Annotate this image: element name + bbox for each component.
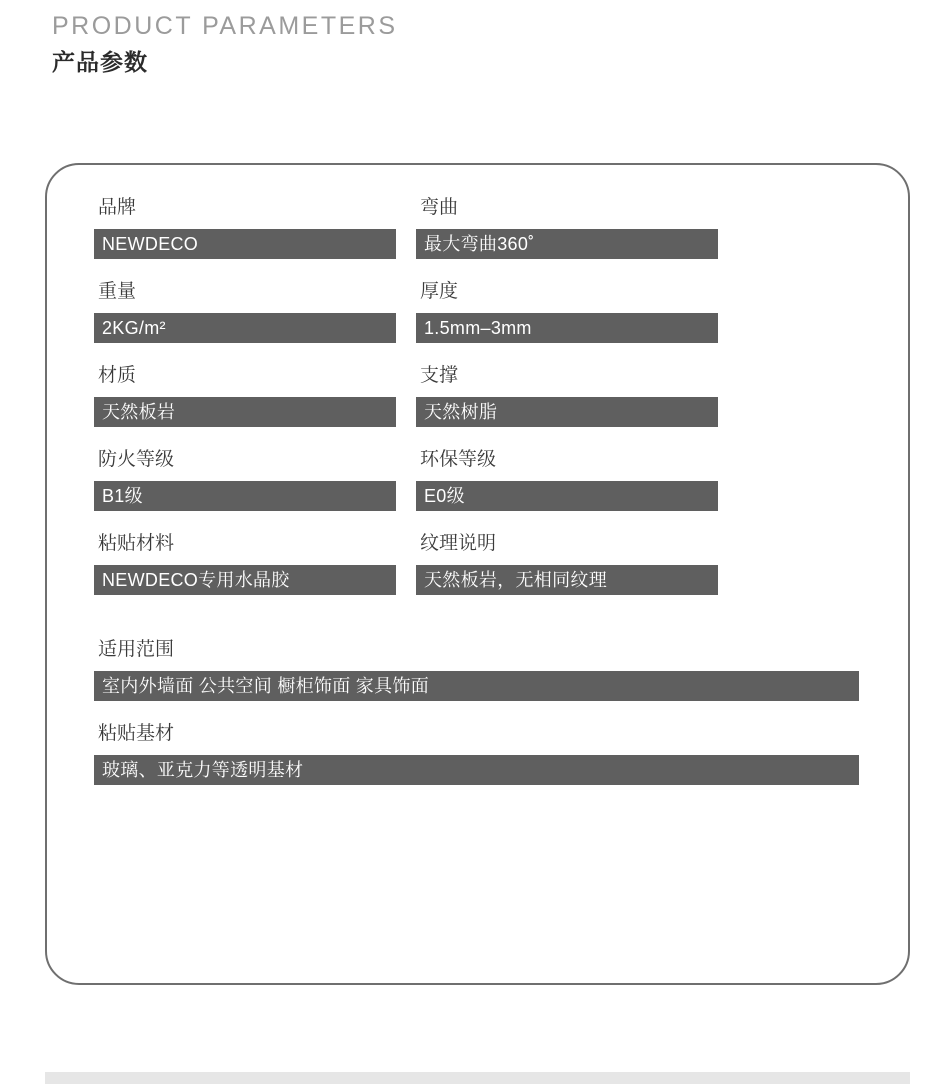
parameter-cell xyxy=(94,427,396,511)
page-title-en: PRODUCT PARAMETERS xyxy=(52,12,398,40)
parameter-value: NEWDECO xyxy=(94,229,396,259)
parameter-value: 天然板岩，无相同纹理 xyxy=(416,565,718,595)
parameter-row-wide xyxy=(94,701,859,785)
parameter-cell xyxy=(416,193,718,259)
parameter-cell xyxy=(416,343,718,427)
parameter-value: B1级 xyxy=(94,481,396,511)
parameter-row xyxy=(94,343,859,427)
parameter-row xyxy=(94,193,859,259)
parameter-value: 1.5mm–3mm xyxy=(416,313,718,343)
parameter-label: 防火等级 xyxy=(98,449,175,470)
parameter-cell xyxy=(94,343,396,427)
parameter-value: 最大弯曲360˚ xyxy=(416,229,718,259)
parameter-label: 品牌 xyxy=(98,197,137,218)
parameters-grid xyxy=(94,193,859,785)
parameter-label: 支撑 xyxy=(420,365,459,386)
parameter-cell xyxy=(94,193,396,259)
section-spacer xyxy=(94,595,859,617)
parameter-value: 室内外墙面 公共空间 橱柜饰面 家具饰面 xyxy=(94,671,859,701)
parameter-label: 材质 xyxy=(98,365,137,386)
parameter-cell xyxy=(94,617,859,701)
parameters-card xyxy=(45,163,910,985)
parameter-value: 玻璃、亚克力等透明基材 xyxy=(94,755,859,785)
parameter-value: 2KG/m² xyxy=(94,313,396,343)
parameter-value: E0级 xyxy=(416,481,718,511)
parameter-value: 天然板岩 xyxy=(94,397,396,427)
parameter-cell xyxy=(94,701,859,785)
parameter-label: 粘贴基材 xyxy=(98,723,175,744)
parameter-cell xyxy=(94,511,396,595)
parameter-row-wide xyxy=(94,617,859,701)
parameter-value: NEWDECO专用水晶胶 xyxy=(94,565,396,595)
parameter-row xyxy=(94,259,859,343)
parameter-label: 纹理说明 xyxy=(420,533,497,554)
parameter-label: 厚度 xyxy=(420,281,459,302)
parameter-cell xyxy=(416,427,718,511)
parameter-label: 粘贴材料 xyxy=(98,533,175,554)
parameter-cell xyxy=(416,511,718,595)
parameter-cell xyxy=(94,259,396,343)
parameter-value: 天然树脂 xyxy=(416,397,718,427)
parameter-row xyxy=(94,427,859,511)
parameter-label: 重量 xyxy=(98,281,137,302)
parameter-row xyxy=(94,511,859,595)
page-title-cn: 产品参数 xyxy=(52,49,148,75)
parameter-cell xyxy=(416,259,718,343)
parameter-label: 环保等级 xyxy=(420,449,497,470)
parameter-label: 适用范围 xyxy=(98,639,175,660)
bottom-section-divider xyxy=(45,1072,910,1084)
page-header xyxy=(52,10,398,79)
parameter-label: 弯曲 xyxy=(420,197,459,218)
